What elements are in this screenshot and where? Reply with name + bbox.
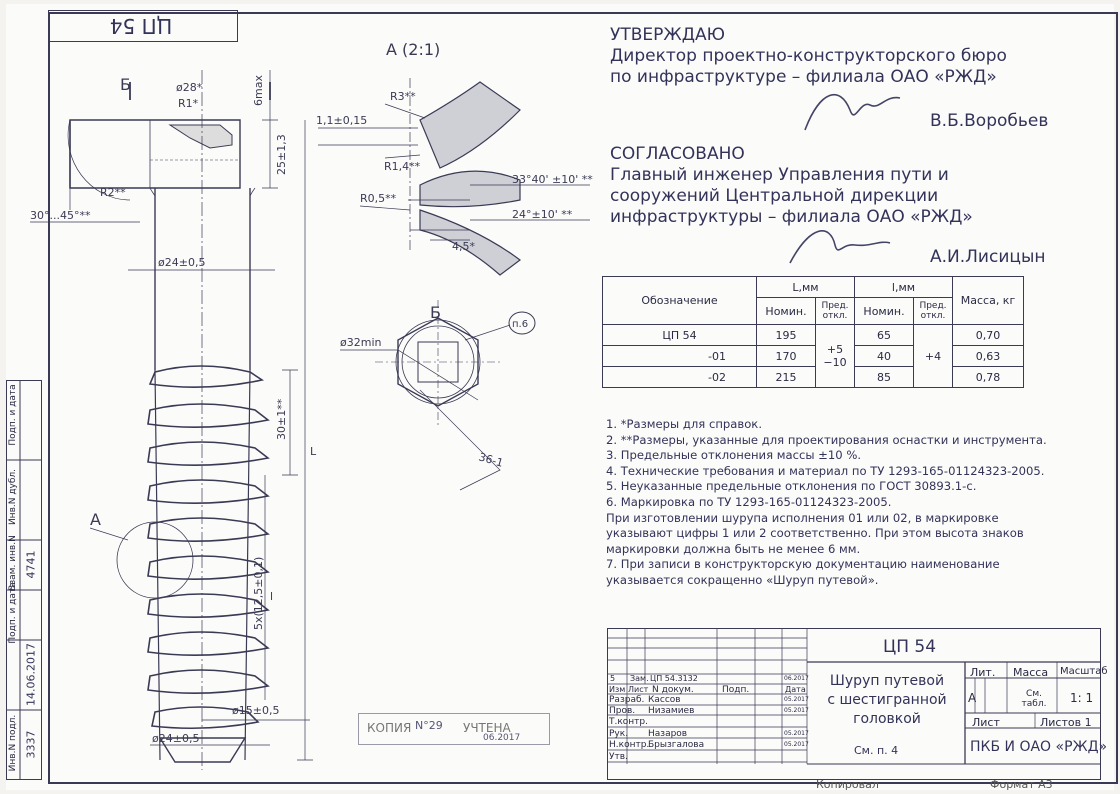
note-line: 3. Предельные отклонения массы ±10 %. [606,448,862,463]
agree-line2: сооружений Центральной дирекции [610,186,939,206]
note-line: указывают цифры 1 или 2 соответственно. При этом высота знаков [606,526,1024,541]
tb-code: ЦП 54 [883,637,937,657]
tb-mass-value: См. табл. [1021,689,1047,709]
l-deviation: +4 [914,325,953,388]
view-a-title: А (2:1) [386,40,441,59]
dim-pitch: 5х(12,5±0,1) [252,556,265,630]
stamp-text-right: УЧТЕНА [463,721,511,735]
tb-ref: См. п. 4 [854,744,899,757]
dim-d24b: ø24±0,5 [152,732,200,745]
tb-role: Разраб. [609,695,645,705]
spec-table [602,276,1024,388]
format-label: Формат А3 [990,778,1053,791]
dim-r2: R2** [100,186,126,199]
header-designation: Обозначение [603,277,757,325]
dim-h25: 25±1,3 [275,134,288,175]
table-row: -01 170 40 0,63 [603,346,1024,367]
tb-scale-label: Масштаб [1060,666,1108,677]
tb-head-list: Лист [628,685,649,694]
copied-label: Копировал [816,778,879,791]
dim-angle: 30°...45°** [30,209,91,222]
note-line: 6. Маркировка по ТУ 1293-165-01124323-2005. [606,494,892,509]
tb-role: Пров. [609,706,636,716]
tb-head-doc: N докум. [652,685,694,695]
engineer-signature [780,215,900,270]
side-date-value: 14.06.2017 [24,643,38,706]
note-line: маркировки должна быть не менее 6 мм. [606,541,861,556]
side-strip [6,380,42,780]
tb-lit-label: Лит. [970,666,996,679]
tb-rev-no: 5 [610,674,616,683]
dim-d28: ø28* [176,81,203,94]
dim-d24: ø24±0,5 [158,256,206,269]
tb-organization: ПКБ И ОАО «РЖД» [970,739,1108,755]
agree-title: СОГЛАСОВАНО [610,144,745,164]
tb-name-3: головкой [853,711,921,727]
dim-a33: 33°40' ±10' ** [512,173,593,186]
dim-r1: R1* [178,97,199,110]
tb-date: 05.2017 [784,730,809,737]
dim-r14: R1,4** [384,160,421,173]
table-row: -02 215 85 0,78 [603,367,1024,388]
rotated-code: ЦП 54 [109,14,173,38]
tb-head-izm: Изм [609,685,626,694]
dim-l: l [270,590,274,603]
view-b-hexagon [340,300,535,490]
side-replace-value: 4741 [24,550,38,579]
tb-role: Рук. [609,729,629,739]
tb-head-date: Дата [785,685,806,694]
header-mass: Масса, кг [953,277,1024,325]
header-l: l,мм [855,277,953,298]
dim-t11: 1,1±0,15 [316,114,368,127]
technical-notes [606,417,1096,589]
side-replace-inv: Взам. инв.N [8,535,18,591]
approve-line1: Директор проектно-конструкторского бюро [610,46,1007,66]
dim-a24: 24°±10' ** [512,208,573,221]
note-line: 4. Технические требования и материал по ТУ 1293-165-01124323-2005. [606,463,1045,478]
L-deviation: +5 −10 [816,325,855,388]
side-inv-value: 3337 [24,730,38,759]
director-signature [800,80,910,140]
tb-scale-value: 1: 1 [1070,691,1094,705]
tb-mass-label: Масса [1013,666,1049,679]
header-l-dev: Пред. откл. [914,298,953,325]
approve-line2: по инфраструктуре – филиала ОАО «РЖД» [610,67,997,87]
dim-w45: 4,5* [452,240,475,253]
agree-line3: инфраструктуры – филиала ОАО «РЖД» [610,207,973,227]
tb-rev-doc: ЦП 54.3132 [650,674,698,683]
header-L-nom: Номин. [757,298,816,325]
tb-rev-what: Зам. [630,674,649,683]
tb-date: 05.2017 [784,707,809,714]
screw-shank [155,188,250,370]
tb-role: Т.контр. [609,717,649,727]
detail-circle-a [117,522,193,598]
tb-name-1: Шуруп путевой [829,673,945,689]
tb-date: 05.2017 [784,696,809,703]
stamp-number: N°29 [415,719,443,732]
side-inv-orig: Инв.N подл. [8,714,18,772]
tb-name-2: с шестигранной [827,692,947,708]
title-block [607,628,1108,780]
dim-d15: ø15±0,5 [232,704,280,717]
header-L: L,мм [757,277,855,298]
dim-p30: 30±1** [275,398,288,440]
stamp-text-left: КОПИЯ [367,721,412,735]
note-line: 2. **Размеры, указанные для проектирования оснастки и инструмента. [606,432,1047,447]
side-inv-dup: Инв.N дубл. [8,468,18,526]
copy-stamp [358,713,550,745]
tb-sheet-label: Лист [972,716,1000,729]
dim-d32: ø32min [340,336,382,349]
side-sign-date: Подп. и дата [8,582,18,644]
header-l-nom: Номин. [855,298,914,325]
note-line: указывается сокращенно «Шуруп путевой». [606,572,879,587]
note-line: При изготовлении шурупа исполнения 01 или 02, в маркировке [606,510,999,525]
detail-marker-a: А [90,510,101,529]
dim-h6: 6max [252,75,265,106]
note-line: 5. Неуказанные предельные отклонения по ГОСТ 30893.1-с. [606,479,977,494]
agree-name: А.И.Лисицын [930,247,1046,267]
note-line: 1. *Размеры для справок. [606,417,763,431]
tb-sheets-label: Листов 1 [1040,716,1092,729]
approve-name: В.Б.Воробьев [930,111,1049,131]
tb-person: Кассов [648,695,681,705]
tb-person: Назаров [648,729,688,739]
agree-line1: Главный инженер Управления пути и [610,165,949,185]
dim-r05: R0,5** [360,192,397,205]
tb-person: Низамиев [648,706,695,716]
dim-L: L [310,445,317,458]
tb-person: Брызгалова [648,740,705,750]
tb-lit-value: А [968,691,977,705]
note-line: 7. При записи в конструкторскую документацию наименование [606,557,1000,572]
tb-role: Н.контр. [609,740,650,750]
table-row: ЦП 54 195 +5 −10 65 +4 0,70 [603,325,1024,346]
header-L-dev: Пред. откл. [816,298,855,325]
tb-head-sign: Подп. [722,685,750,695]
dim-r3: R3** [390,90,416,103]
tb-role: Утв. [609,752,628,762]
view-b-title: Б [430,303,441,322]
tb-date: 05.2017 [784,741,809,748]
stamp-date: 06.2017 [483,733,521,743]
section-marker-b: Б [120,75,131,94]
approve-title: УТВЕРЖДАЮ [610,25,725,45]
dim-n6: п.6 [512,319,529,330]
tb-rev-date: 06.2017 [784,675,809,682]
side-sign-date-top: Подп. и дата [8,384,18,446]
thread-turns [148,366,268,728]
dim-s36: 36-1 [477,450,505,470]
